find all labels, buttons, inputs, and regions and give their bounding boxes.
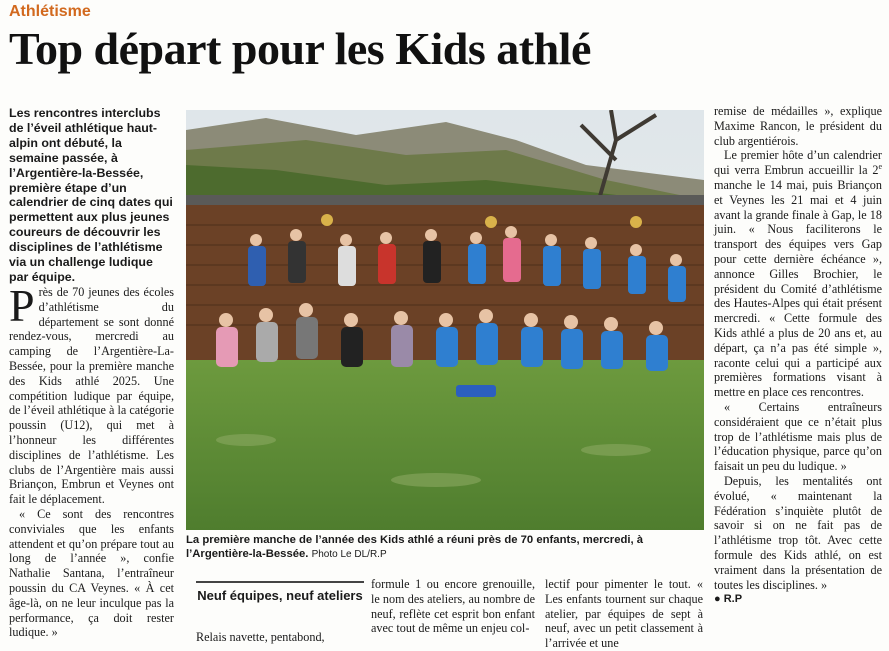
lead-paragraph: Les rencontres interclubs de l’éveil athlétique haut-alpin ont débuté, la semaine passée, à l’Argentière-la-Bessée, première étape d’un calendrier de cinq dates qui permettent aux plus jeunes coureurs de découvrir les disciplines de l’athlétisme via un challenge ludique par équipe. [9,106,173,284]
superscript: e [878,162,882,172]
paragraph: remise de médailles », explique Maxime Rancon, le président du club argentiérois. [714,104,882,148]
drop-cap: P [9,280,35,331]
paragraph: formule 1 ou encore grenouille, le nom des ateliers, au nombre de neuf, reflète cet esprit bon enfant avec tout de même un enjeu col- [371,577,535,636]
paragraph: Relais navette, pentabond, [196,630,325,644]
photo-caption [186,533,704,562]
photo-credit: Photo Le DL/R.P [311,549,387,560]
paragraph: lectif pour pimenter le tout. « Les enfants tournent sur chaque atelier, par équipes de sept à neuf, avec un petit classement à l’arrivée et une [545,577,703,651]
column-5 [714,104,882,607]
paragraph-text: rès de 70 jeunes des écoles d’athlétisme du département se sont donné rendez-vous, mercredi au camping de l’Argentière-La-Bessée, pour la première manche des Kids athlé 2025. Une compétition ludique par équipe, de l’éveil athlétique à la catégorie poussin (U12), qui met à l’honneur les différentes disciplines de l’athlétisme. Les clubs de l’Argentière mais aussi Briançon, Embrun et Veynes ont fait le déplacement. [9,285,174,507]
paragraph [9,280,174,507]
paragraph-text: manche le 14 mai, puis Briançon et Veynes les 21 mai et 4 juin avant la grande finale à Gap, le 18 juin. « Nous faciliterons le transport des équipes vers Gap pour cette dernière échéance », annonce Gilles Brochier, le président du Comité d’athlétisme des Hautes-Alpes qui était présent mercredi. « Cette formule des Kids athlé a plus de 20 ans et, au départ, ça n’a pas été simple », raconte celui qui a participé aux premières formations visant à mettre en place ces rencontres. [714,177,882,400]
column-3 [371,577,535,636]
photo-illustration [186,110,704,530]
caption-text: La première manche de l’année des Kids athlé a réuni près de 70 enfants, mercredi, à l’Argentière-la-Bessée. [186,534,644,560]
paragraph: « Certains entraîneurs considéraient que ce n’était plus trop de l’athlétisme mais plus de l’éducation physique, parce qu’on faisait un peu du ludique. » [714,399,882,474]
paragraph [714,148,882,400]
paragraph: « Ce sont des rencontres conviviales que les enfants attendent et qu’on prépare tout au long de l’année », confie Nathalie Santana, l’entraîneur poussin du CA Veynes. « À cet âge-là, on ne leur inculque pas la performance, ça doit rester ludique. » [9,506,174,640]
column-2 [196,630,364,645]
column-4 [545,577,703,651]
paragraph: Depuis, les mentalités ont évolué, « maintenant la Fédération s’inquiète plutôt de savoir si on ne fait pas de l’athlétisme trop tôt. Avec cette formule des Kids athlé, on est vraiment dans la présentation de toutes les disciplines. » [714,473,882,592]
headline: Top départ pour les Kids athlé [9,23,591,74]
section-rubric: Athlétisme [9,3,91,20]
article-photo [186,110,704,530]
subhead-title: Neuf équipes, neuf ateliers [197,588,363,603]
author-signature: ● R.P [714,593,743,606]
paragraph-text: Le premier hôte d’un calendrier qui verra Embrun accueillir la 2 [714,148,882,178]
subhead-box [196,581,364,603]
column-1 [9,280,174,640]
